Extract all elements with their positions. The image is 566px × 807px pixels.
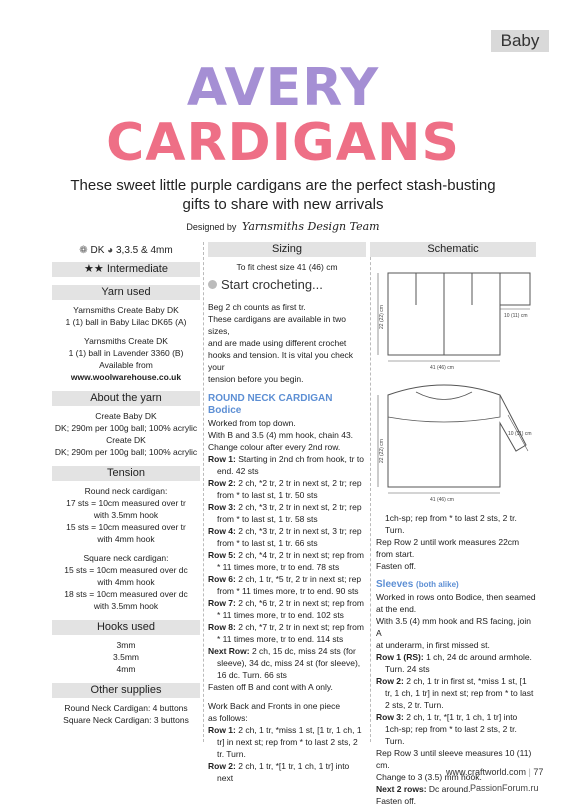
tension-line: with 3.5mm hook <box>93 601 159 611</box>
row-text: Starting in 2nd ch from hook, tr to end. 42 sts <box>217 454 364 476</box>
yarn2-name: Yarnsmiths Create DK <box>84 336 168 346</box>
column-divider-1 <box>203 242 204 742</box>
about-yarn-title: About the yarn <box>52 391 200 406</box>
design-team: Yarnsmiths Design Team <box>241 220 380 233</box>
cont-line: 1ch-sp; rep from * to last 2 sts, 2 tr. Turn. <box>385 513 517 535</box>
supplies <box>52 702 200 726</box>
schematic-garment-outline <box>388 385 526 487</box>
sleeves-line: Rep Row 3 until sleeve measures 10 (11) cm. <box>376 748 532 770</box>
next-2-rows-label: Next 2 rows: <box>376 784 427 794</box>
bodice-line: With B and 3.5 (4) mm hook, chain 43. <box>208 430 354 440</box>
about-line: Create Baby DK <box>95 411 157 421</box>
schematic-yoke <box>388 395 500 422</box>
row-label: Row 2: <box>208 478 236 488</box>
schematic-title: Schematic <box>370 242 536 257</box>
dim-sleeve-width-2: 10 (11) cm <box>508 431 532 437</box>
row-label: Row 3: <box>208 502 236 512</box>
pattern-row <box>208 621 366 645</box>
pattern-row <box>376 675 536 711</box>
dim-back-height: 22 (22) cm <box>379 305 385 329</box>
cont-line: Fasten off. <box>376 561 417 571</box>
row-text: 2 ch, 1 tr, *5 tr, 2 tr in next st; rep from * 11 times more, tr to end. 90 sts <box>217 574 362 596</box>
sizing: To fit chest size 41 (46) cm <box>236 262 338 272</box>
row-label: Row 4: <box>208 526 236 536</box>
page-footer: www.craftworld.com | 77 <box>446 767 544 777</box>
title-line-2: CARDIGANS <box>106 113 460 173</box>
row-text: 1 ch, 24 dc around armhole. Turn. 24 sts <box>385 652 532 674</box>
tension-title: Tension <box>52 466 200 481</box>
watermark: PassionForum.ru <box>470 783 539 793</box>
section-title: ROUND NECK CARDIGAN <box>208 393 333 404</box>
schematic-column <box>376 242 536 807</box>
column-divider-2 <box>370 242 371 742</box>
fasten-off: Fasten off B and cont with A only. <box>208 682 333 692</box>
dim-body-height: 22 (22) cm <box>379 439 385 463</box>
row-label: Row 8: <box>208 622 236 632</box>
row-label: Row 1: <box>208 725 236 735</box>
row-label: Row 7: <box>208 598 236 608</box>
subsection-title: Bodice <box>208 405 242 416</box>
row-text: 2 ch, *3 tr, 2 tr in next st, 3 tr; rep from * to last st, 1 tr. 66 sts <box>217 526 362 548</box>
tension-line: 15 sts = 10cm measured over dc <box>64 565 188 575</box>
designed-by-label: Designed by <box>186 222 237 232</box>
row-label: Row 2: <box>208 761 236 771</box>
cont-line: Rep Row 2 until work measures 22cm <box>376 537 520 547</box>
yarn-weight: DK <box>90 245 105 256</box>
hook-size: 3mm <box>116 640 136 650</box>
title-line-1: AVERY <box>186 58 380 118</box>
row-label: Row 1 (RS): <box>376 652 424 662</box>
pattern-row <box>208 724 366 760</box>
footer-site-link[interactable]: www.craftworld.com <box>446 767 527 777</box>
about-line: DK; 290m per 100g ball; 100% acrylic <box>54 423 198 433</box>
tension-line: 15 sts = 10cm measured over tr <box>66 522 186 532</box>
pattern-row <box>208 597 366 621</box>
row-label: Row 6: <box>208 574 236 584</box>
row-text: 2 ch, *7 tr, 2 tr in next st; rep from * 11 times more, tr to end. 114 sts <box>217 622 364 644</box>
dim-sleeve-width: 10 (11) cm <box>504 313 528 319</box>
yarn1-name: Yarnsmiths Create Baby DK <box>73 305 179 315</box>
pattern-row <box>208 477 366 501</box>
row-text: 2 ch, 15 dc, miss 24 sts (for sleeve), 34 dc, miss 24 st (for sleeve), 16 dc. Turn. 66 sts <box>217 646 361 680</box>
yarn-used-title: Yarn used <box>52 285 200 300</box>
yarn-hook-info <box>52 245 200 257</box>
schematic-garment <box>378 385 532 503</box>
cont-line: from start. <box>376 549 415 559</box>
pattern-row <box>376 711 536 747</box>
row-label: Row 5: <box>208 550 236 560</box>
pattern-column <box>208 242 366 784</box>
supply-line: Square Neck Cardigan: 3 buttons <box>63 715 189 725</box>
dim-chest-2: 41 (46) cm <box>430 497 454 503</box>
subtitle: These sweet little purple cardigans are the perfect stash-busting gifts to share with new arrivals <box>70 177 496 213</box>
hook-icon: ◕ <box>107 245 114 256</box>
work-back-line: as follows: <box>208 713 248 723</box>
sleeves-line: at the end. <box>376 604 417 614</box>
work-back-line: Work Back and Fronts in one piece <box>208 701 341 711</box>
yarn-used <box>52 304 200 383</box>
row-label: Row 3: <box>376 712 404 722</box>
row-text: 2 ch, 1 tr in first st, *miss 1 st, [1 tr, 1 ch, 1 tr] in next st; rep from * to last 2 sts, 2 tr. Turn. <box>385 676 534 710</box>
hook-size: 4mm <box>116 664 136 674</box>
level-stars: ★★ <box>84 263 104 275</box>
about-line: Create DK <box>106 435 146 445</box>
row-text: 2 ch, *2 tr, 2 tr in next st, 2 tr; rep from * to last st, 1 tr. 50 sts <box>217 478 362 500</box>
tension <box>52 485 200 612</box>
hooks <box>52 639 200 675</box>
tension-line: Round neck cardigan: <box>84 486 168 496</box>
hooks-title: Hooks used <box>52 620 200 635</box>
row-label: Row 1: <box>208 454 236 464</box>
final-line: Fasten off. <box>376 796 417 806</box>
sleeves-title <box>376 579 536 591</box>
sleeves-subtitle: (both alike) <box>416 580 459 589</box>
pattern-row <box>208 453 366 477</box>
pattern-row <box>208 549 366 573</box>
hook-sizes: 3,3.5 & 4mm <box>115 245 173 256</box>
pattern-row <box>376 651 536 675</box>
sizing-title: Sizing <box>208 242 366 257</box>
level: Intermediate <box>106 263 168 275</box>
bodice-line: Worked from top down. <box>208 418 296 428</box>
pattern-row <box>208 525 366 549</box>
bodice-line: Change colour after every 2nd row. <box>208 442 341 452</box>
pattern-row <box>208 573 366 597</box>
intro <box>208 301 366 385</box>
row-text: 2 ch, 1 tr, *[1 tr, 1 ch, 1 tr] into 1ch-sp; rep from * to last 2 sts, 2 tr. Turn. <box>385 712 518 746</box>
row-text: 2 ch, 1 tr, *miss 1 st, [1 tr, 1 ch, 1 tr] in next st; rep from * to last 2 sts, 2 tr. Turn. <box>217 725 362 759</box>
row-label: Row 2: <box>376 676 404 686</box>
info-column <box>52 242 200 734</box>
tension-line: with 3.5mm hook <box>93 510 159 520</box>
category-tag: Baby <box>491 30 549 52</box>
schematic-diagram <box>376 267 536 503</box>
supplies-title: Other supplies <box>52 683 200 698</box>
col3-cont <box>376 512 536 572</box>
row-text: 2 ch, *6 tr, 2 tr in next st; rep from * 11 times more, tr to end. 102 sts <box>217 598 364 620</box>
bodice-rows <box>208 453 366 681</box>
page-number: 77 <box>533 767 544 777</box>
intro-line: tension before you begin. <box>208 374 304 384</box>
schematic-neckline <box>416 392 472 400</box>
hook-size: 3.5mm <box>113 652 139 662</box>
tension-line: 18 sts = 10cm measured over dc <box>64 589 188 599</box>
sleeve-rows <box>376 651 536 747</box>
sleeves-line: Worked in rows onto Bodice, then seamed <box>376 592 536 602</box>
pattern-row <box>208 501 366 525</box>
supply-line: Round Neck Cardigan: 4 buttons <box>64 703 188 713</box>
intro-line: These cardigans are available in two sizes, <box>208 314 346 336</box>
schematic-sleeve <box>500 273 530 305</box>
about-yarn <box>52 410 200 458</box>
about-line: DK; 290m per 100g ball; 100% acrylic <box>54 447 198 457</box>
yarn2-amount: 1 (1) ball in Lavender 3360 (B) <box>68 348 184 358</box>
tension-line: with 4mm hook <box>97 577 155 587</box>
start-title: Start crocheting... <box>221 277 323 292</box>
tension-line: with 4mm hook <box>97 534 155 544</box>
intro-line: Beg 2 ch counts as first tr. <box>208 302 306 312</box>
bullet-icon <box>208 280 217 289</box>
row-text: 2 ch, *4 tr, 2 tr in next st; rep from * 11 times more, tr to end. 78 sts <box>217 550 364 572</box>
tension-line: Square neck cardigan: <box>83 553 169 563</box>
start-heading <box>208 279 366 291</box>
row-text: 2 ch, *3 tr, 2 tr in next st, 2 tr; rep from * to last st, 1 tr. 58 sts <box>217 502 362 524</box>
back-rows <box>208 724 366 784</box>
sleeves-title-text: Sleeves <box>376 579 414 590</box>
row-text: 2 ch, 1 tr, *[1 tr, 1 ch, 1 tr] into next <box>217 761 350 783</box>
next-2-rows-text: Dc around. <box>428 784 471 794</box>
level-header <box>52 262 200 277</box>
sleeves-line: With 3.5 (4) mm hook and RS facing, join A <box>376 616 531 638</box>
tension-line: 17 sts = 10cm measured over tr <box>66 498 186 508</box>
schematic-flat <box>378 273 530 371</box>
yarn2-availability: Available from <box>99 360 153 370</box>
sleeves-line: at underarm, in first missed st. <box>376 640 490 650</box>
dim-chest: 41 (46) cm <box>430 365 454 371</box>
intro-line: hooks and tension. It is vital you check your <box>208 350 354 372</box>
sleeves-line: Change to 3 (3.5) mm hook. <box>376 772 482 782</box>
yarn1-amount: 1 (1) ball in Baby Lilac DK65 (A) <box>65 317 187 327</box>
pattern-row <box>208 645 366 681</box>
row-label: Next Row: <box>208 646 250 656</box>
yarn-ball-icon: ❁ <box>79 245 88 256</box>
supplier-link[interactable]: www.woolwarehouse.co.uk <box>70 372 182 382</box>
designer-credit <box>0 220 566 233</box>
intro-line: and are made using different crochet <box>208 338 347 348</box>
pattern-row <box>208 760 366 784</box>
